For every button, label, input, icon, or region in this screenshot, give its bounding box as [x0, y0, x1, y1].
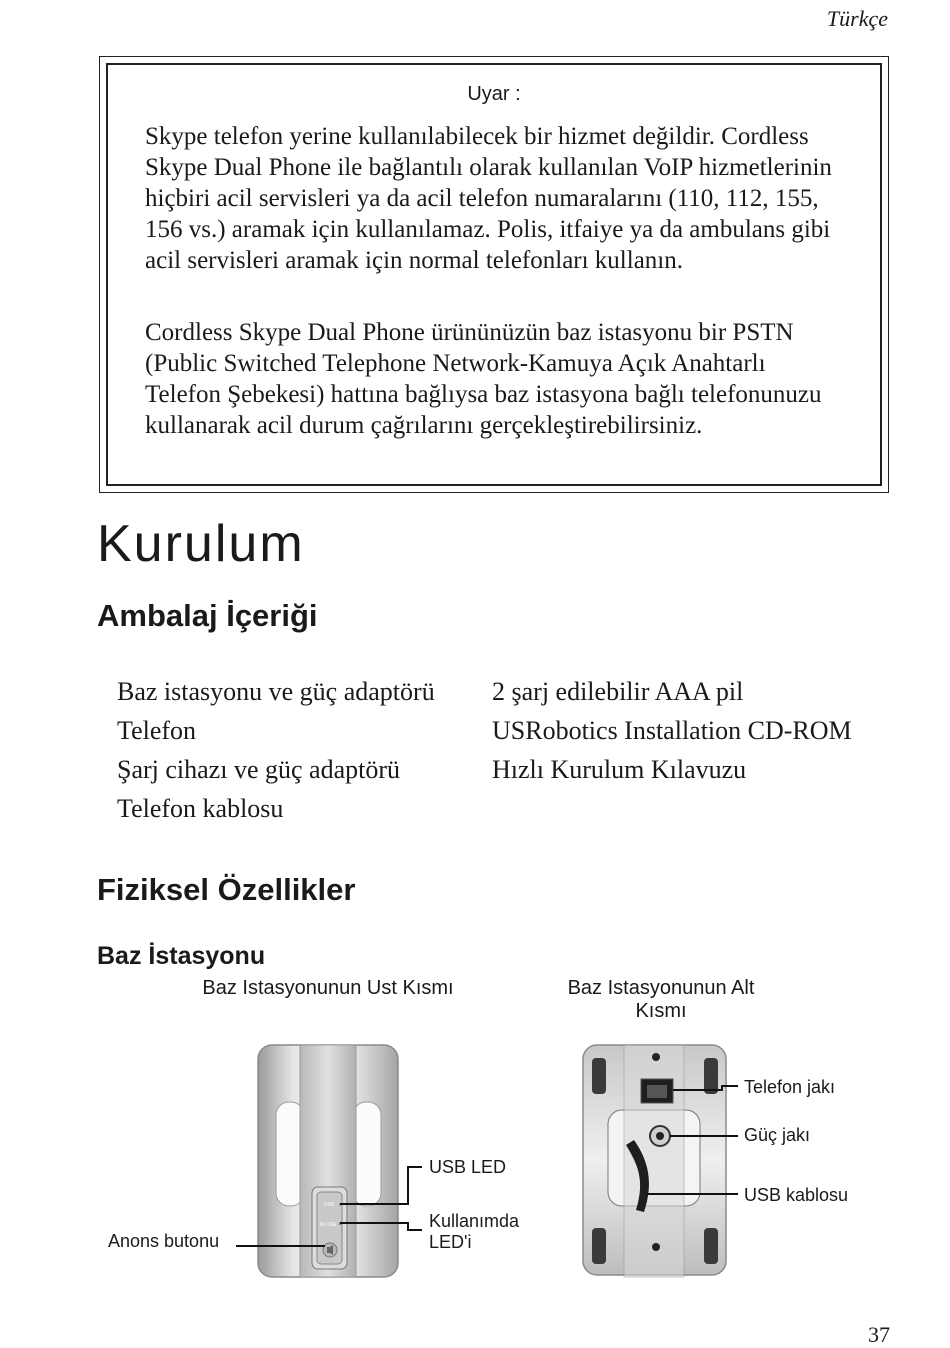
list-item: Telefon — [117, 716, 197, 745]
page-number: 37 — [868, 1322, 890, 1347]
base-station-top-view — [258, 1045, 398, 1277]
usb-cable-label: USB kablosu — [744, 1185, 849, 1205]
usb-device-label: USB — [323, 1202, 335, 1208]
top-view-caption: Baz Istasyonunun Ust Kısmı — [202, 977, 454, 999]
announce-button-label: Anons butonu — [108, 1231, 220, 1251]
base-station-heading: Baz İstasyonu — [97, 942, 266, 970]
section-title: Kurulum — [97, 515, 305, 573]
language-label: Türkçe — [826, 6, 888, 31]
usb-led-label: USB LED — [429, 1157, 507, 1177]
in-use-device-label: IN USE — [319, 1222, 337, 1228]
warning-paragraph-2: Cordless Skype Dual Phone ürününüzün baz istasyonu bir PSTN (Public Switched Telephone Network-Kamuya Açık Anahtarlı Telefon Şebekesi) hattına bağlıysa baz istasyona bağlı telefonunuzu kullanarak acil durum çağrılarını gerçekleştirebilirsiniz. — [145, 319, 822, 439]
list-item: 2 şarj edilebilir AAA pil — [492, 677, 744, 706]
in-use-led-label: Kullanımda LED'i — [429, 1211, 520, 1252]
warning-title: Uyar : — [467, 83, 521, 105]
power-jack-label: Güç jakı — [744, 1125, 811, 1145]
list-item: Hızlı Kurulum Kılavuzu — [492, 755, 747, 784]
package-contents-heading: Ambalaj İçeriği — [97, 598, 318, 633]
list-item: Telefon kablosu — [117, 794, 284, 823]
list-item: USRobotics Installation CD-ROM — [492, 716, 852, 745]
list-item: Baz istasyonu ve güç adaptörü — [117, 677, 435, 706]
physical-features-heading: Fiziksel Özellikler — [97, 872, 356, 907]
bottom-view-caption: Baz Istasyonunun Alt Kısmı — [567, 977, 755, 1022]
list-item: Şarj cihazı ve güç adaptörü — [117, 755, 400, 784]
base-station-bottom-view — [583, 1045, 726, 1277]
warning-paragraph-1: Skype telefon yerine kullanılabilecek bir hizmet değildir. Cordless Skype Dual Phone ile bağlantılı olarak kullanılan VoIP hizmetlerinin hiçbiri acil servisleri ya da acil telefon numaralarını (110, 112, 155, 156 vs.) aramak için kullanılamaz. Polis, itfaiye ya da ambulans gibi acil servisleri aramak için normal telefonları kullanın. — [145, 123, 832, 274]
phone-jack-label: Telefon jakı — [744, 1077, 836, 1097]
